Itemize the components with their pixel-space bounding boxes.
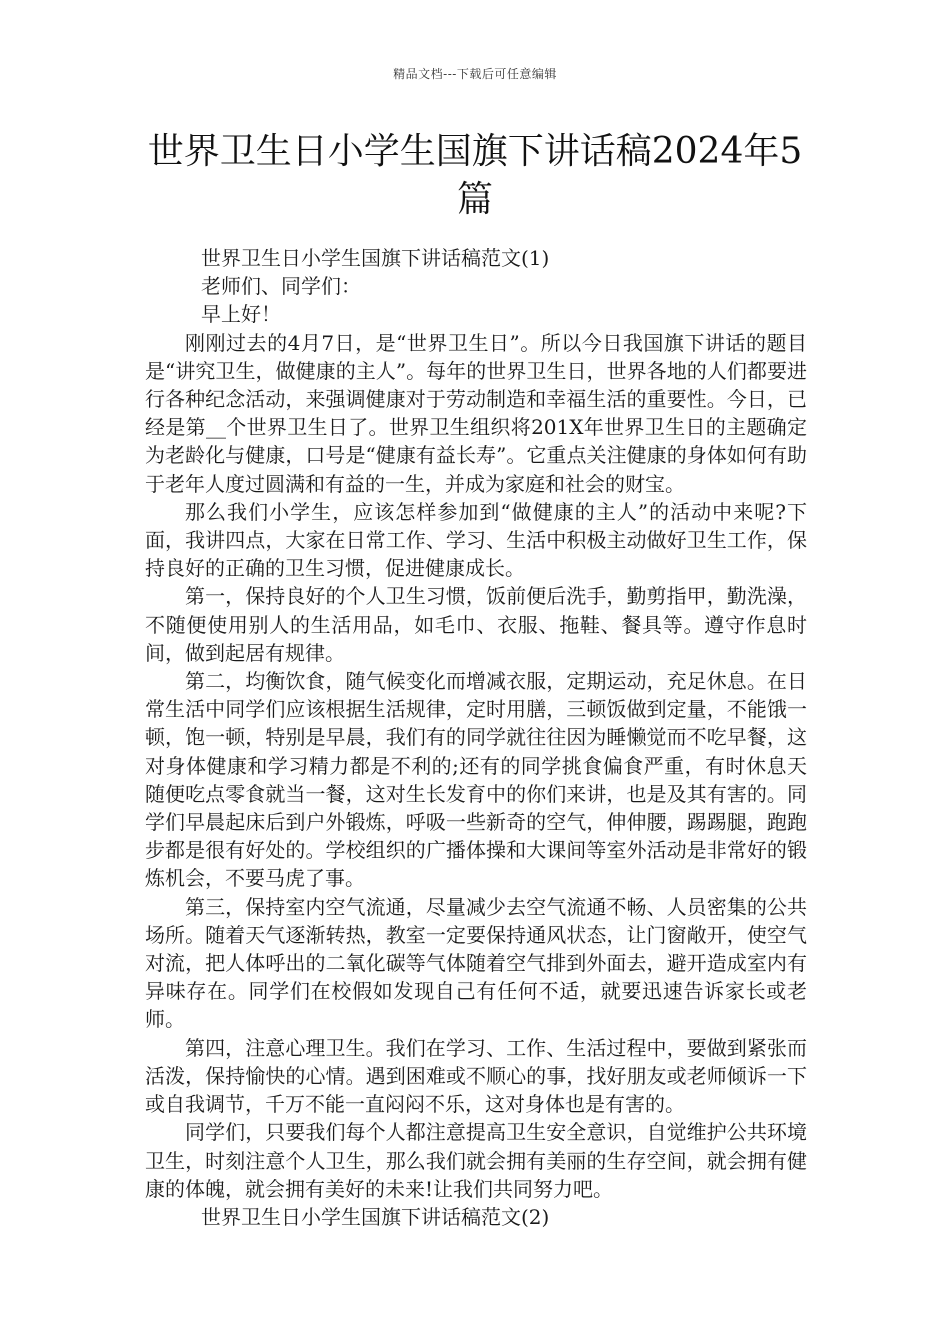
- section-heading-2: 世界卫生日小学生国旗下讲话稿范文(2): [201, 1204, 550, 1229]
- section-heading-1: 世界卫生日小学生国旗下讲话稿范文(1): [201, 246, 550, 270]
- document-title: 世界卫生日小学生国旗下讲话稿2024年5篇: [147, 131, 803, 220]
- paragraph: 同学们，只要我们每个人都注意提高卫生安全意识，自觉维护公共环境卫生，时刻注意个人卫生，那么我们就会拥有美丽的生存空间，就会拥有健康的体魄，就会拥有美好的未来!让我们共同努力吧。: [145, 1120, 807, 1201]
- paragraph: 那么我们小学生，应该怎样参加到“做健康的主人”的活动中来呢?下面，我讲四点，大家在日常工作、学习、生活中积极主动做好卫生工作，保持良好的正确的卫生习惯，促进健康成长。: [145, 499, 807, 581]
- paragraph: 第四，注意心理卫生。我们在学习、工作、生活过程中，要做到紧张而活泼，保持愉快的心情。遇到困难或不顺心的事，找好朋友或老师倾诉一下或自我调节，千万不能一直闷闷不乐，这对身体也是有害的。: [145, 1035, 807, 1117]
- paragraph: 第三，保持室内空气流通，尽量减少去空气流通不畅、人员密集的公共场所。随着天气逐渐转热，教室一定要保持通风状态，让门窗敞开，使空气对流，把人体呼出的二氧化碳等气体随着空气排到外面去，避开造成室内有异味存在。同学们在校假如发现自己有任何不适，就要迅速告诉家长或老师。: [145, 894, 807, 1032]
- page-header: 精品文档---下载后可任意编辑: [393, 67, 557, 81]
- salutation: 老师们、同学们：: [201, 274, 361, 299]
- document-body: [145, 244, 807, 1231]
- paragraph: 刚刚过去的4月7日，是“世界卫生日”。所以今日我国旗下讲话的题目是“讲究卫生，做健康的主人”。每年的世界卫生日，世界各地的人们都要进行各种纪念活动，来强调健康对于劳动制造和幸福生活的重要性。今日，已经是第__个世界卫生日了。世界卫生组织将201X年世界卫生日的主题确定为老龄化与健康，口号是“健康有益长寿”。它重点关注健康的身体如何有助于老年人度过圆满和有益的一生，并成为家庭和社会的财宝。: [145, 330, 807, 496]
- paragraph: 第二，均衡饮食，随气候变化而增减衣服，定期运动，充足休息。在日常生活中同学们应该根据生活规律，定时用膳，三顿饭做到定量，不能饿一顿，饱一顿，特别是早晨，我们有的同学就往往因为睡懒觉而不吃早餐，这对身体健康和学习精力都是不利的;还有的同学挑食偏食严重，有时休息天随便吃点零食就当一餐，这对生长发育中的你们来讲，也是及其有害的。同学们早晨起床后到户外锻炼，呼吸一些新奇的空气，伸伸腰，踢踢腿，跑跑步都是很有好处的。学校组织的广播体操和大课间等室外活动是非常好的锻炼机会，不要马虎了事。: [145, 669, 807, 891]
- paragraph: 第一，保持良好的个人卫生习惯，饭前便后洗手，勤剪指甲，勤洗澡，不随便使用别人的生活用品，如毛巾、衣服、拖鞋、餐具等。遵守作息时间，做到起居有规律。: [145, 584, 807, 665]
- greeting: 早上好！: [201, 302, 281, 327]
